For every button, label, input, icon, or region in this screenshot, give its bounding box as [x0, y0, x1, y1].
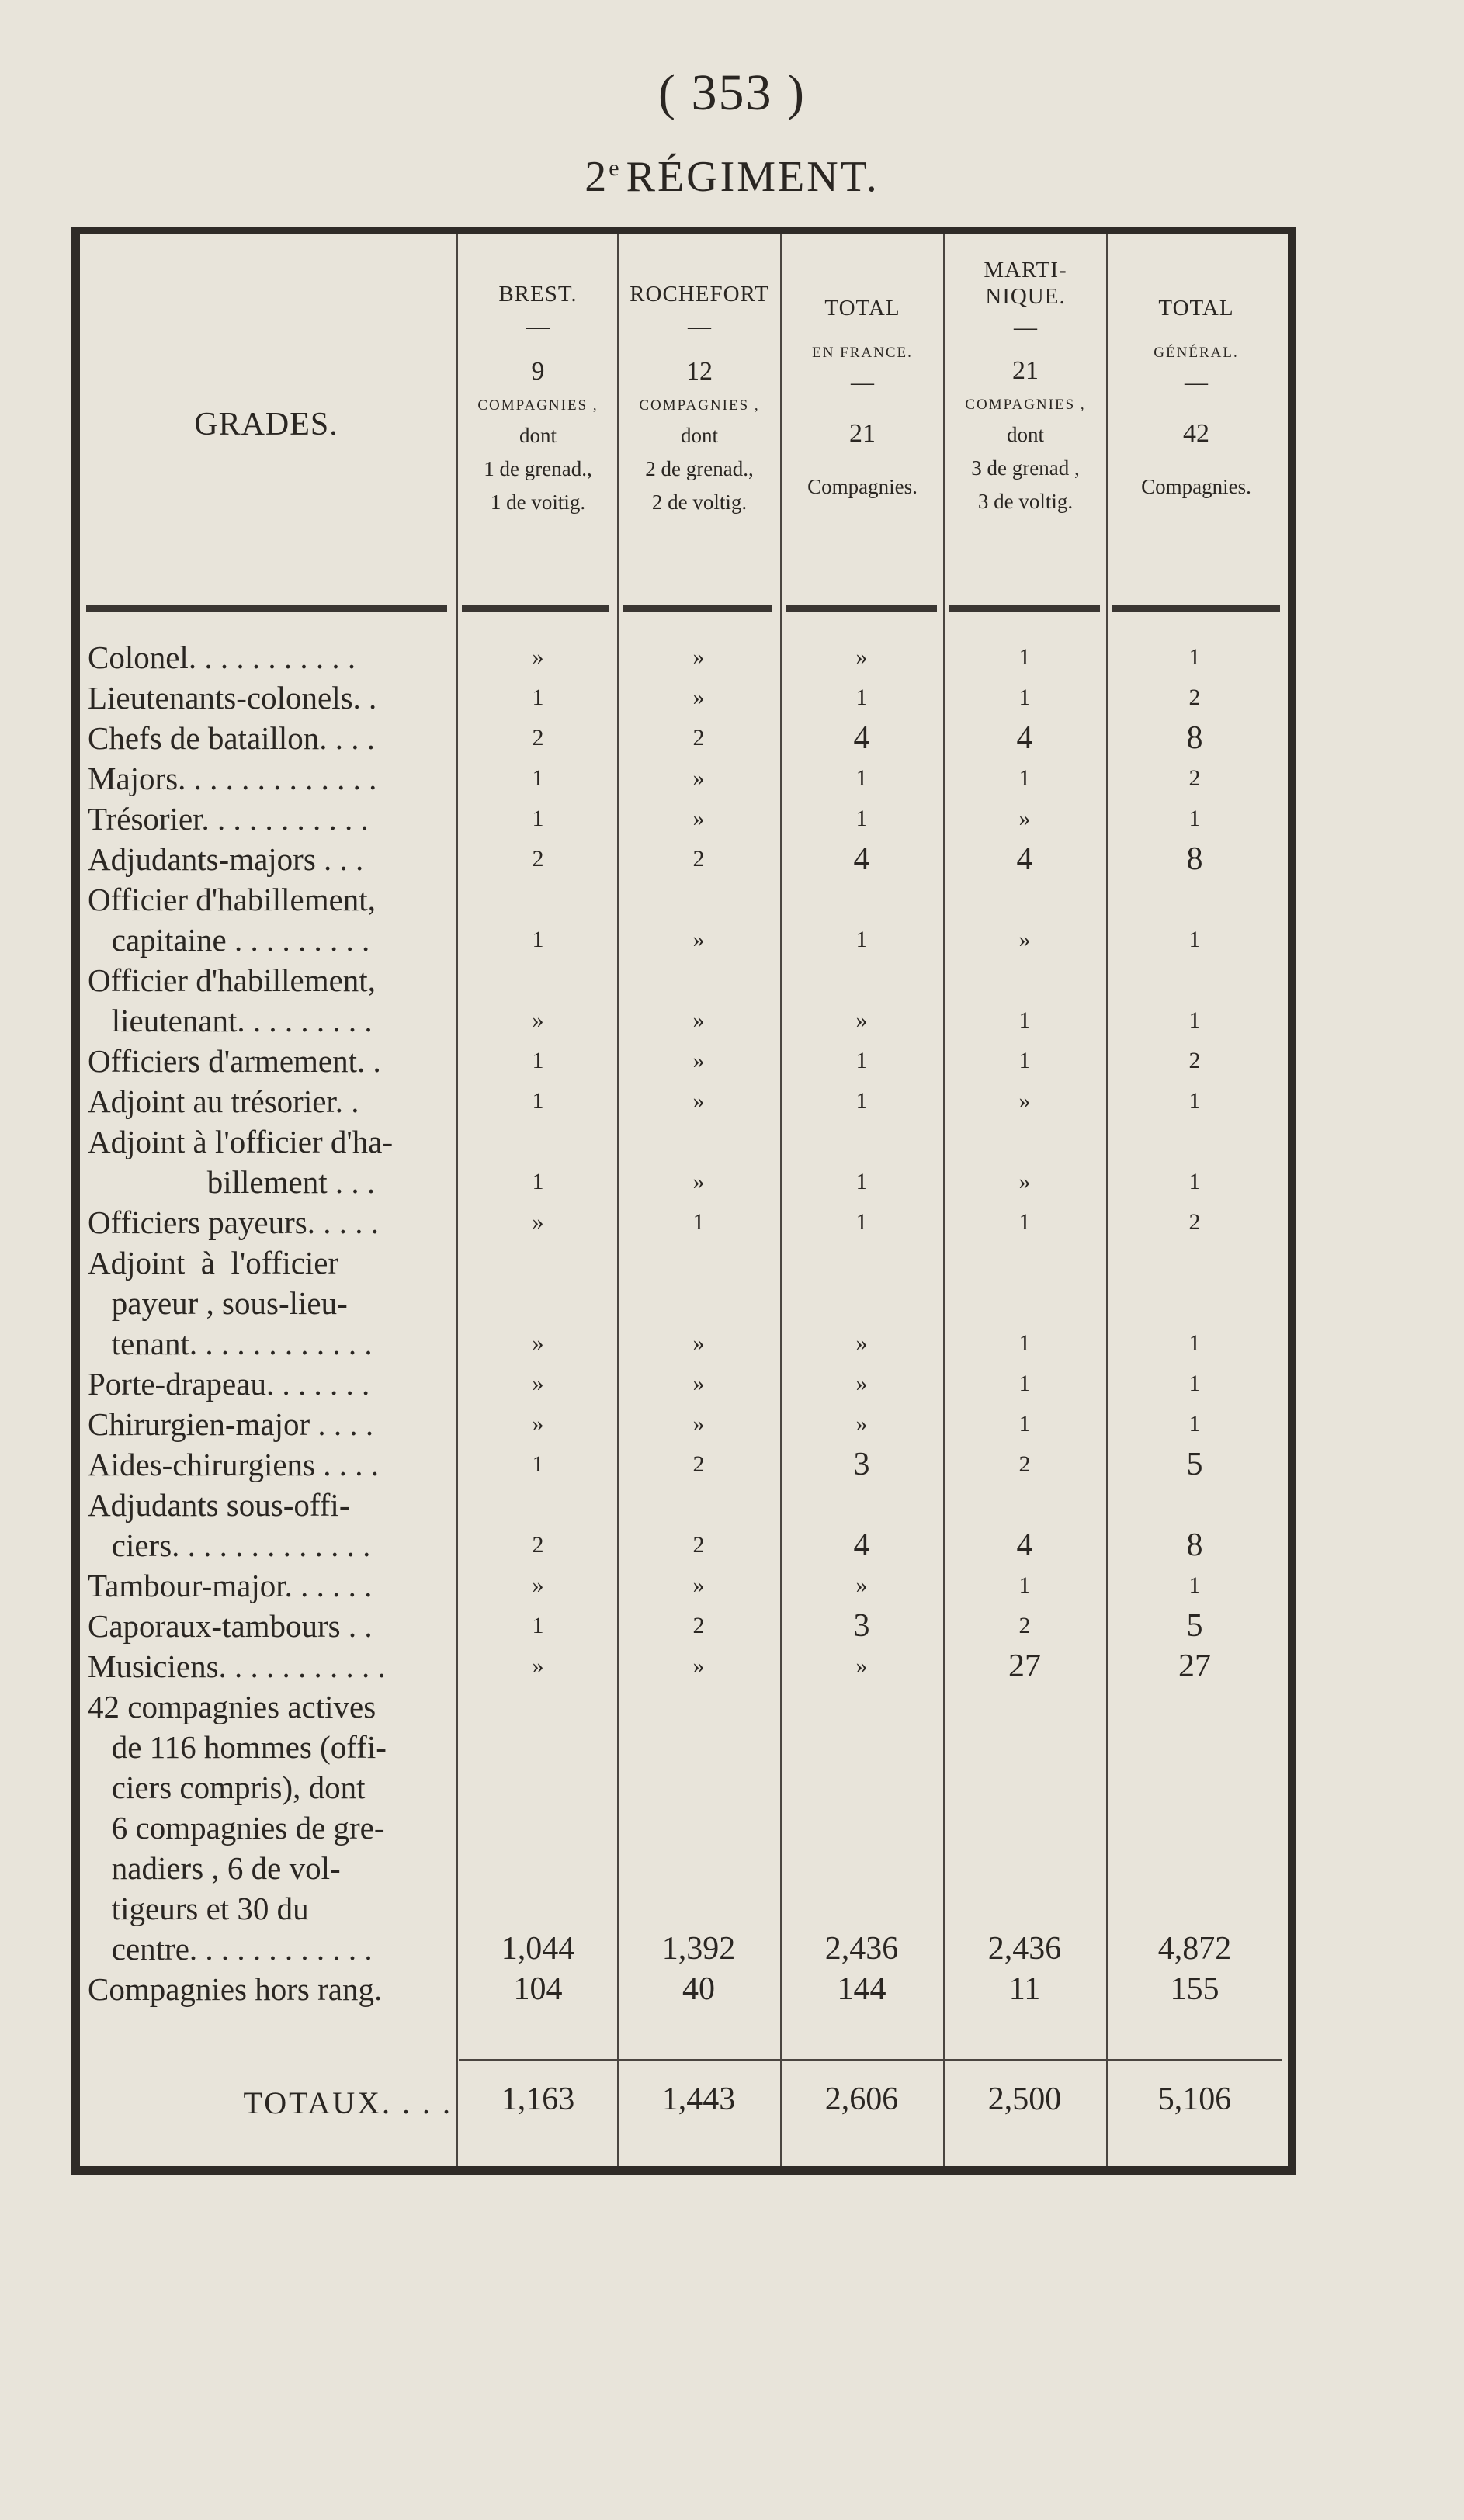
- col-header-total-general: [1108, 296, 1285, 499]
- header-rule: [86, 605, 447, 612]
- row-label: Officiers payeurs. . . . .: [88, 1205, 379, 1240]
- row-value: 2: [1188, 765, 1201, 791]
- row-value: »: [855, 1572, 868, 1598]
- row-value: »: [692, 927, 705, 952]
- row-value: »: [532, 1411, 544, 1437]
- row-value: 144: [837, 1971, 886, 2007]
- row-value: 1: [1188, 1572, 1201, 1598]
- row-value: 2: [1018, 1451, 1031, 1477]
- col-name: ROCHEFORT: [630, 282, 769, 307]
- row-value: 104: [513, 1971, 563, 2007]
- row-label: Lieutenants-colonels. .: [88, 680, 377, 716]
- row-value: 1: [692, 1209, 705, 1235]
- row-value: 1: [1188, 1088, 1201, 1114]
- row-value: 1: [855, 765, 868, 791]
- row-value: »: [532, 1653, 544, 1679]
- row-value: »: [692, 1169, 705, 1194]
- table-row: [80, 1243, 1288, 1364]
- total-value: 5,106: [1157, 2082, 1232, 2117]
- row-value: 1: [532, 1088, 544, 1114]
- col-dash: —: [851, 369, 874, 395]
- table-row: [80, 637, 1288, 678]
- table-row: [80, 839, 1288, 879]
- row-value: 4: [1016, 720, 1033, 756]
- row-value: 1: [532, 1048, 544, 1073]
- table-row: [80, 678, 1288, 718]
- col-count: 21: [849, 419, 876, 448]
- col-name: TOTAL: [824, 296, 900, 321]
- row-value: 1,392: [661, 1931, 736, 1967]
- row-value: 1: [855, 1169, 868, 1194]
- row-value: 1: [1018, 1411, 1031, 1437]
- header-rule: [786, 605, 937, 612]
- col-line: Compagnies.: [1141, 475, 1251, 498]
- row-label: Adjoint au trésorier. .: [88, 1083, 359, 1119]
- row-label: Officiers d'armement. .: [88, 1043, 381, 1079]
- table-row: [80, 1565, 1288, 1606]
- col-header-rochefort: [619, 282, 780, 515]
- col-count: 9: [531, 357, 545, 386]
- row-value: 1: [855, 1209, 868, 1235]
- table-row: [80, 758, 1288, 799]
- row-value: 8: [1186, 1527, 1203, 1563]
- row-value: »: [692, 685, 705, 710]
- col-line: dont: [519, 424, 557, 447]
- col-sub: GÉNÉRAL.: [1154, 345, 1239, 361]
- totals-label: TOTAUX. . . .: [243, 2085, 453, 2120]
- row-value: »: [855, 644, 868, 670]
- col-line: 2 de grenad.,: [645, 457, 754, 480]
- row-value: 2: [692, 725, 705, 750]
- row-value: 1: [1018, 1048, 1031, 1073]
- row-value: 8: [1186, 841, 1203, 877]
- row-value: 5: [1186, 1447, 1203, 1482]
- row-value: »: [1018, 806, 1031, 831]
- row-label: Adjudants sous-offi- ciers. . . . . . . . . . . . .: [88, 1487, 371, 1563]
- table-row: [80, 1081, 1288, 1121]
- row-value: 1: [855, 1088, 868, 1114]
- header-rule: [462, 605, 609, 612]
- row-value: 155: [1170, 1971, 1219, 2007]
- row-value: 2: [692, 1532, 705, 1558]
- col-count: 12: [686, 357, 713, 386]
- row-label: Trésorier. . . . . . . . . . .: [88, 801, 369, 837]
- row-value: 1: [1188, 1007, 1201, 1033]
- col-line: 3 de voltig.: [977, 490, 1074, 513]
- row-value: 1: [1188, 806, 1201, 831]
- total-value: 1,443: [661, 2082, 736, 2117]
- row-value: 2: [1188, 1209, 1201, 1235]
- table-row: [80, 1364, 1288, 1404]
- row-value: 4: [853, 841, 870, 877]
- row-value: 1: [1018, 1371, 1031, 1396]
- regiment-table: [71, 227, 1296, 2175]
- row-value: 1: [532, 685, 544, 710]
- col-line: Compagnies.: [807, 475, 918, 498]
- row-value: 1: [1018, 1572, 1031, 1598]
- row-value: »: [1018, 1169, 1031, 1194]
- row-value: 2: [692, 1451, 705, 1477]
- row-label: Majors. . . . . . . . . . . . .: [88, 761, 377, 796]
- row-value: 2,436: [824, 1931, 899, 1967]
- col-dash: —: [526, 314, 550, 339]
- row-value: 27: [1178, 1648, 1211, 1684]
- row-value: 1: [1188, 927, 1201, 952]
- row-value: 1: [855, 927, 868, 952]
- row-value: »: [855, 1371, 868, 1396]
- row-value: »: [692, 1330, 705, 1356]
- row-label: Officier d'habillement, lieutenant. . . . . . . . .: [88, 962, 376, 1038]
- col-name: MARTI- NIQUE.: [984, 258, 1067, 309]
- row-value: »: [532, 1572, 544, 1598]
- row-value: 1: [1188, 1169, 1201, 1194]
- col-line: dont: [680, 424, 718, 447]
- row-value: »: [1018, 927, 1031, 952]
- row-value: 2: [1188, 685, 1201, 710]
- table-row: [80, 1121, 1288, 1202]
- row-value: 3: [853, 1608, 870, 1644]
- row-value: 1: [1188, 1411, 1201, 1437]
- row-value: 4: [1016, 1527, 1033, 1563]
- row-value: »: [532, 1330, 544, 1356]
- col-dash: —: [688, 314, 711, 339]
- row-value: »: [692, 1088, 705, 1114]
- col-line: 3 de grenad ,: [971, 456, 1080, 480]
- row-value: 1: [1018, 644, 1031, 670]
- row-value: »: [692, 644, 705, 670]
- row-label: Officier d'habillement, capitaine . . . . . . . . .: [88, 882, 376, 958]
- table-row: [80, 718, 1288, 758]
- grades-header: GRADES.: [194, 407, 338, 442]
- row-value: »: [692, 1653, 705, 1679]
- col-count: 42: [1183, 419, 1209, 448]
- row-value: »: [532, 1371, 544, 1396]
- table-row: [80, 1041, 1288, 1081]
- row-value: »: [692, 1007, 705, 1033]
- row-value: 2,436: [987, 1931, 1062, 1967]
- col-line: COMPAGNIES ,: [965, 397, 1086, 413]
- row-value: »: [692, 765, 705, 791]
- row-value: »: [692, 1048, 705, 1073]
- row-value: 1: [855, 806, 868, 831]
- table-row: [80, 1969, 1288, 2009]
- table-row: [80, 1444, 1288, 1485]
- row-value: 1: [532, 765, 544, 791]
- row-label: Chefs de bataillon. . . .: [88, 720, 376, 756]
- col-line: 1 de voitig.: [490, 490, 586, 514]
- row-value: »: [855, 1007, 868, 1033]
- title-sup: e: [609, 155, 622, 182]
- row-label: Caporaux-tambours . .: [88, 1608, 373, 1644]
- row-value: 2: [692, 1613, 705, 1638]
- row-value: 1: [1018, 685, 1031, 710]
- header-rule: [623, 605, 772, 612]
- row-value: 4: [1016, 841, 1033, 877]
- table-row: [80, 1202, 1288, 1243]
- totals-rule: [459, 2059, 1282, 2061]
- row-value: 1: [1018, 1330, 1031, 1356]
- title-main: RÉGIMENT.: [626, 153, 879, 201]
- table-row: [80, 799, 1288, 839]
- row-value: »: [532, 644, 544, 670]
- row-value: 2: [692, 846, 705, 872]
- col-line: dont: [1006, 423, 1044, 446]
- row-value: 4: [853, 1527, 870, 1563]
- row-label: Colonel. . . . . . . . . . .: [88, 640, 356, 675]
- col-name: BREST.: [498, 282, 578, 307]
- row-value: »: [855, 1330, 868, 1356]
- total-value: 1,163: [501, 2082, 575, 2117]
- row-value: »: [692, 806, 705, 831]
- col-dash: —: [1014, 314, 1037, 340]
- row-value: »: [855, 1653, 868, 1679]
- row-value: 4,872: [1157, 1931, 1232, 1967]
- row-value: 2: [532, 1532, 544, 1558]
- table-row: [80, 1404, 1288, 1444]
- col-header-total-france: [782, 296, 943, 499]
- row-label: Adjoint à l'officier payeur , sous-lieu- tenant. . . . . . . . . . . .: [88, 1245, 373, 1361]
- row-value: 11: [1008, 1971, 1041, 2007]
- col-dash: —: [1185, 369, 1208, 395]
- col-count: 21: [1012, 356, 1039, 385]
- row-value: 27: [1008, 1648, 1041, 1684]
- row-value: 1: [1018, 765, 1031, 791]
- col-sub: EN FRANCE.: [812, 345, 913, 361]
- row-label: 42 compagnies actives de 116 hommes (offi- ciers compris), dont 6 compagnies de gre- nadiers , 6 de vol- tigeurs et 30 du centre. . . . . . . . . . . .: [88, 1689, 387, 1967]
- row-value: 2: [1018, 1613, 1031, 1638]
- row-value: 1: [1018, 1007, 1031, 1033]
- row-label: Compagnies hors rang.: [88, 1971, 383, 2007]
- page-title: [0, 152, 1464, 202]
- row-label: Adjoint à l'officier d'ha- billement . . .: [88, 1124, 394, 1200]
- row-label: Adjudants-majors . . .: [88, 841, 364, 877]
- title-prefix: 2: [585, 153, 609, 201]
- col-line: COMPAGNIES ,: [639, 397, 760, 414]
- total-value: 2,606: [824, 2082, 899, 2117]
- row-value: »: [532, 1007, 544, 1033]
- row-value: 1: [532, 1613, 544, 1638]
- row-value: 8: [1186, 720, 1203, 756]
- col-header-martinique: [945, 257, 1106, 514]
- row-value: 2: [532, 846, 544, 872]
- row-value: 1: [532, 806, 544, 831]
- row-value: 1: [532, 1451, 544, 1477]
- table-row: [80, 960, 1288, 1041]
- table-row: [80, 1606, 1288, 1646]
- col-name: TOTAL: [1158, 296, 1234, 321]
- table-row: [80, 1686, 1288, 1969]
- row-value: 1: [1188, 1371, 1201, 1396]
- header-rule: [949, 605, 1100, 612]
- col-line: COMPAGNIES ,: [477, 397, 598, 414]
- row-label: Chirurgien-major . . . .: [88, 1406, 374, 1442]
- total-value: 2,500: [987, 2082, 1062, 2117]
- row-label: Porte-drapeau. . . . . . .: [88, 1366, 370, 1402]
- row-value: 1: [855, 685, 868, 710]
- row-value: 1: [532, 1169, 544, 1194]
- row-value: »: [692, 1572, 705, 1598]
- row-label: Tambour-major. . . . . .: [88, 1568, 373, 1603]
- col-line: 1 de grenad.,: [484, 457, 592, 480]
- row-value: »: [692, 1411, 705, 1437]
- row-value: »: [855, 1411, 868, 1437]
- row-value: 2: [532, 725, 544, 750]
- row-value: 1: [1188, 644, 1201, 670]
- row-value: 1: [855, 1048, 868, 1073]
- row-value: 3: [853, 1447, 870, 1482]
- row-label: Aides-chirurgiens . . . .: [88, 1447, 380, 1482]
- row-value: 1: [1018, 1209, 1031, 1235]
- table-row: [80, 1646, 1288, 1686]
- page-number: ( 353 ): [658, 64, 806, 121]
- col-line: 2 de voltig.: [651, 490, 748, 514]
- row-value: 2: [1188, 1048, 1201, 1073]
- row-value: »: [532, 1209, 544, 1235]
- table-row: [80, 879, 1288, 960]
- row-value: »: [692, 1371, 705, 1396]
- row-value: 4: [853, 720, 870, 756]
- row-value: 5: [1186, 1608, 1203, 1644]
- col-header-brest: [459, 282, 617, 515]
- header-rule: [1112, 605, 1280, 612]
- table-row: [80, 1485, 1288, 1565]
- row-value: 40: [682, 1971, 715, 2007]
- row-value: 1,044: [501, 1931, 575, 1967]
- row-value: 1: [1188, 1330, 1201, 1356]
- row-label: Musiciens. . . . . . . . . . .: [88, 1648, 386, 1684]
- row-value: »: [1018, 1088, 1031, 1114]
- row-value: 1: [532, 927, 544, 952]
